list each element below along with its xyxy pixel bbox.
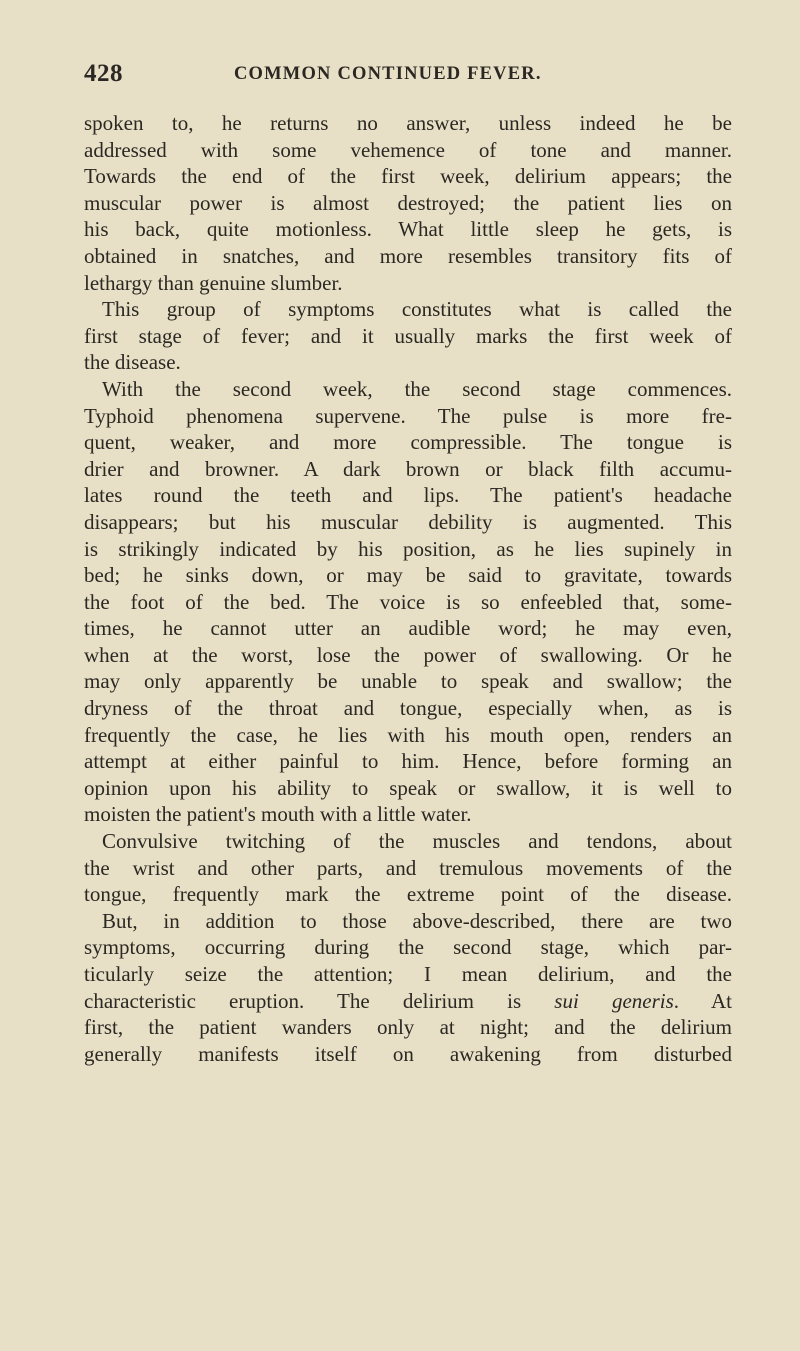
text-line: generally manifests itself on awakening from disturbed	[84, 1041, 732, 1066]
text-line: bed; he sinks down, or may be said to gravitate, towards	[84, 563, 732, 588]
text-line: first stage of fever; and it usually marks the first week of	[84, 323, 732, 348]
text-line: This group of symptoms constitutes what is called the	[102, 297, 732, 322]
text-line: symptoms, occurring during the second stage, which par-	[84, 935, 732, 960]
text-line: ticularly seize the attention; I mean delirium, and the	[84, 962, 732, 986]
text-line: dryness of the throat and tongue, especially when, as is	[84, 696, 732, 721]
text-line: lates round the teeth and lips. The patient's headache	[84, 483, 732, 508]
text-line: moisten the patient's mouth with a little water.	[84, 802, 472, 827]
page-number: 428	[84, 60, 123, 87]
text-line: muscular power is almost destroyed; the patient lies on	[84, 190, 732, 215]
text-line: Convulsive twitching of the muscles and tendons, about	[102, 829, 732, 854]
text-line: attempt at either painful to him. Hence, before forming an	[84, 749, 732, 774]
text-line: when at the worst, lose the power of swallowing. Or he	[84, 642, 732, 667]
running-head	[84, 60, 732, 94]
text-line: the wrist and other parts, and tremulous movements of the	[84, 855, 732, 880]
text-line: addressed with some vehemence of tone and manner.	[84, 137, 732, 162]
running-title: COMMON CONTINUED FEVER.	[234, 64, 542, 84]
text-line: opinion upon his ability to speak or swallow, it is well to	[84, 775, 732, 800]
italic-phrase: sui generis	[554, 988, 674, 1013]
text-line: disappears; but his muscular debility is augmented. This	[84, 509, 732, 534]
text-line: With the second week, the second stage commences.	[102, 376, 732, 401]
text-line: his back, quite motionless. What little sleep he gets, is	[84, 217, 732, 242]
text-line: spoken to, he returns no answer, unless indeed he be	[84, 111, 732, 135]
text-line: tongue, frequently mark the extreme point of the disease.	[84, 882, 732, 907]
text-line: drier and browner. A dark brown or black filth accumu-	[84, 456, 732, 481]
text-line: quent, weaker, and more compressible. The tongue is	[84, 430, 732, 455]
text-line: is strikingly indicated by his position, as he lies supinely in	[84, 536, 732, 561]
text-line: may only apparently be unable to speak and swallow; the	[84, 669, 732, 694]
text-line: frequently the case, he lies with his mouth open, renders an	[84, 722, 732, 747]
text-line: Typhoid phenomena supervene. The pulse is more fre-	[84, 403, 732, 428]
body-text	[84, 110, 732, 1067]
text-line: times, he cannot utter an audible word; he may even,	[84, 616, 732, 641]
text-line: characteristic eruption. The delirium is sui generis. At	[84, 988, 732, 1013]
text-line: the foot of the bed. The voice is so enfeebled that, some-	[84, 589, 732, 614]
text-line: the disease.	[84, 350, 181, 375]
text-line: Towards the end of the first week, delirium appears; the	[84, 164, 732, 189]
text-line: But, in addition to those above-described, there are two	[102, 908, 732, 933]
text-line: first, the patient wanders only at night; and the delirium	[84, 1015, 732, 1040]
text-line: lethargy than genuine slumber.	[84, 270, 343, 295]
text-line: obtained in snatches, and more resembles transitory fits of	[84, 243, 732, 268]
